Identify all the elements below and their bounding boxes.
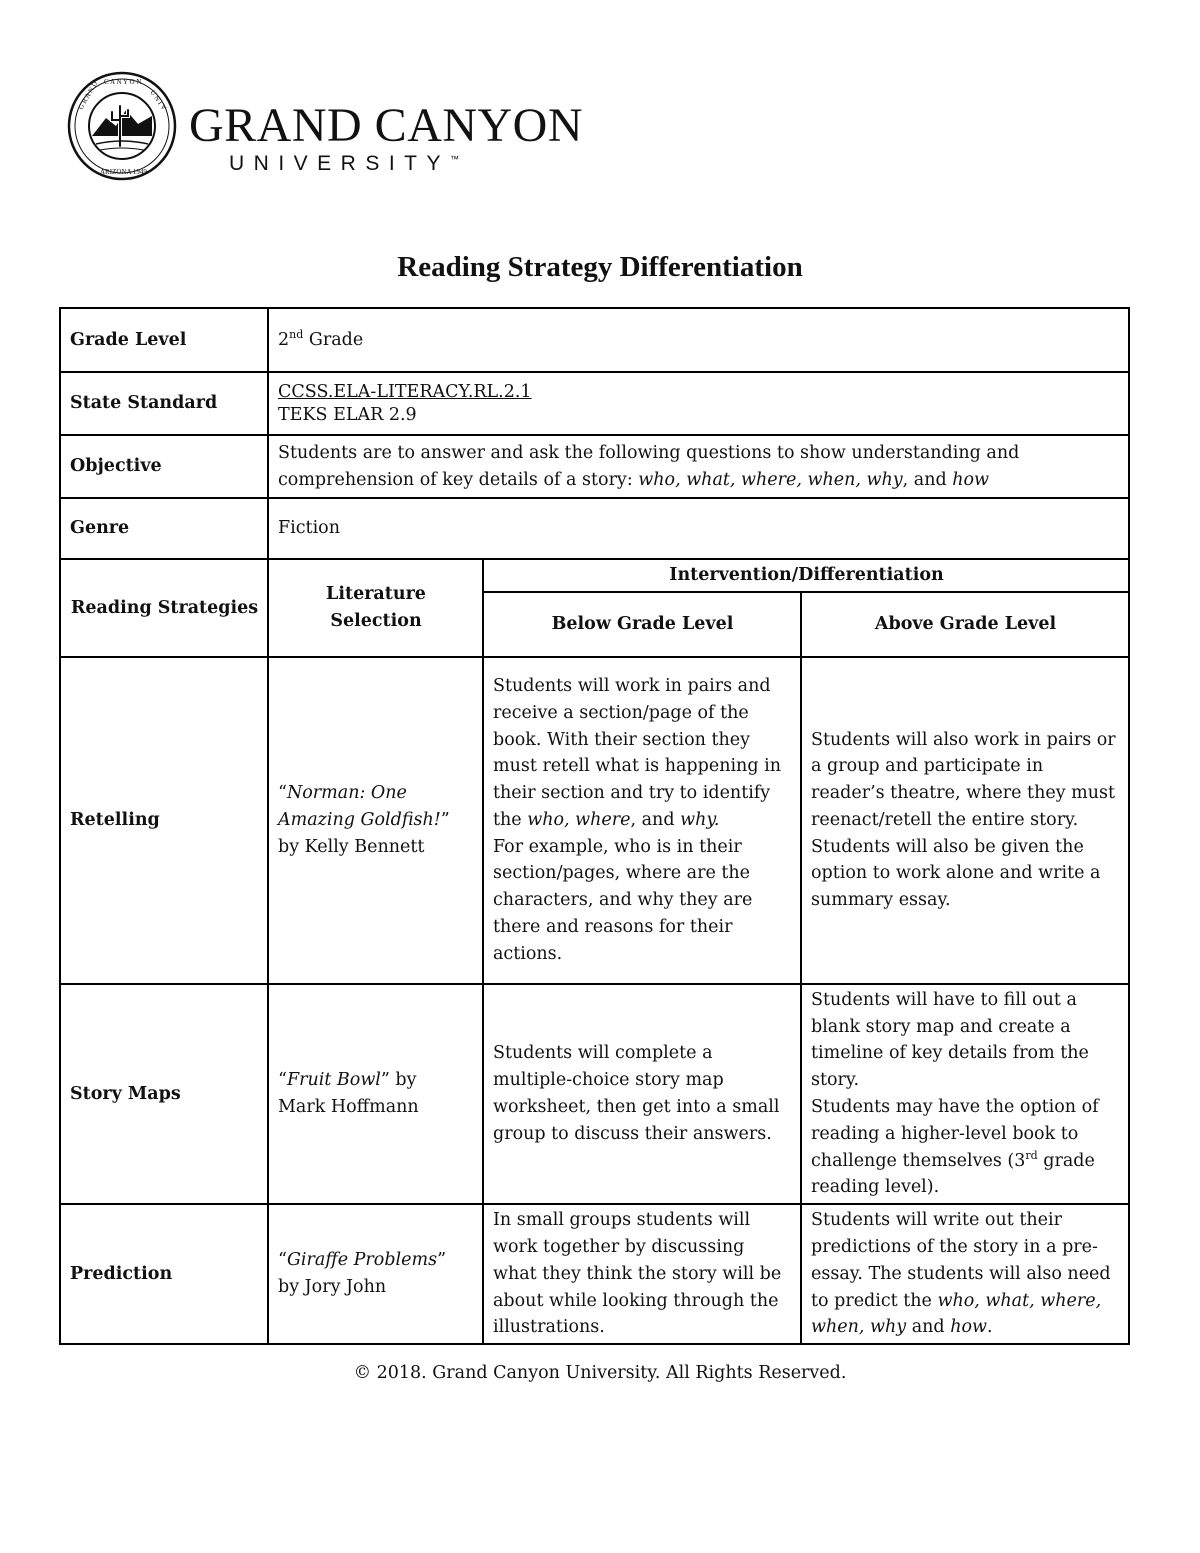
ccss-standard-link[interactable]: CCSS.ELA-LITERACY.RL.2.1: [278, 381, 532, 402]
genre-label: Genre: [60, 498, 268, 559]
svg-text:U N I V: U N I V: [148, 88, 168, 112]
retelling-row: [60, 657, 1129, 984]
brand-subtitle: UNIVERSITY™: [229, 152, 460, 175]
above-prediction: Students will write out their predictions of the story in a pre-essay. The students will also need to predict the who, what, where, when, why and how.: [801, 1204, 1129, 1344]
below-story-maps: Students will complete a multiple-choice story map worksheet, then get into a small group to discuss their answers.: [483, 984, 801, 1204]
genre-value: Fiction: [268, 498, 1129, 559]
prediction-row: [60, 1204, 1129, 1344]
strategy-retelling: Retelling: [60, 657, 268, 984]
genre-row: [60, 498, 1129, 559]
objective-value: Students are to answer and ask the following questions to show understanding and comprehension of key details of a story: who, what, where, when, why, and how: [268, 435, 1129, 498]
grade-level-label: Grade Level: [60, 308, 268, 372]
page-title: Reading Strategy Differentiation: [397, 251, 803, 283]
grade-level-row: [60, 308, 1129, 372]
university-logo: [66, 70, 584, 180]
strategy-story-maps: Story Maps: [60, 984, 268, 1204]
below-retelling: Students will work in pairs and receive a section/page of the book. With their section they must retell what is happening in their section and try to identify the who, where, and why. For example, who is in their section/pages, where are the characters, and why they are there and reasons for their actions.: [483, 657, 801, 984]
below-grade-header: Below Grade Level: [483, 592, 801, 657]
teks-standard: TEKS ELAR 2.9: [278, 404, 417, 425]
state-standard-label: State Standard: [60, 372, 268, 435]
reading-strategies-header: Reading Strategies: [60, 559, 268, 657]
literature-retelling: “Norman: One Amazing Goldfish!” by Kelly Bennett: [268, 657, 483, 984]
svg-text:ARIZONA 1949: ARIZONA 1949: [100, 168, 147, 176]
svg-text:G R A N D: G R A N D: [76, 80, 100, 111]
university-seal-icon: [66, 70, 178, 182]
literature-story-maps: “Fruit Bowl” by Mark Hoffmann: [268, 984, 483, 1204]
state-standard-value: [268, 372, 1129, 435]
below-prediction: In small groups students will work together by discussing what they think the story will be about while looking through the illustrations.: [483, 1204, 801, 1344]
literature-selection-header: Literature Selection: [268, 559, 483, 657]
above-grade-header: Above Grade Level: [801, 592, 1129, 657]
objective-row: [60, 435, 1129, 498]
strategy-prediction: Prediction: [60, 1204, 268, 1344]
objective-label: Objective: [60, 435, 268, 498]
brand-name: GRAND CANYON: [189, 99, 584, 152]
story-maps-row: [60, 984, 1129, 1204]
strategy-table: [59, 307, 1130, 1345]
header-row-1: [60, 559, 1129, 592]
state-standard-row: [60, 372, 1129, 435]
above-retelling: Students will also work in pairs or a group and participate in reader’s theatre, where they must reenact/retell the entire story. Students will also be given the option to work alone and write a summary essay.: [801, 657, 1129, 984]
grade-level-value: 2nd Grade: [268, 308, 1129, 372]
above-story-maps: Students will have to fill out a blank story map and create a timeline of key details from the story. Students may have the option of reading a higher-level book to challenge themselves (3rd grade reading level).: [801, 984, 1129, 1204]
svg-text:C A N Y O N: C A N Y O N: [104, 78, 142, 86]
copyright-footer: © 2018. Grand Canyon University. All Rights Reserved.: [353, 1363, 847, 1383]
literature-prediction: “Giraffe Problems” by Jory John: [268, 1204, 483, 1344]
intervention-header: Intervention/Differentiation: [483, 559, 1129, 592]
